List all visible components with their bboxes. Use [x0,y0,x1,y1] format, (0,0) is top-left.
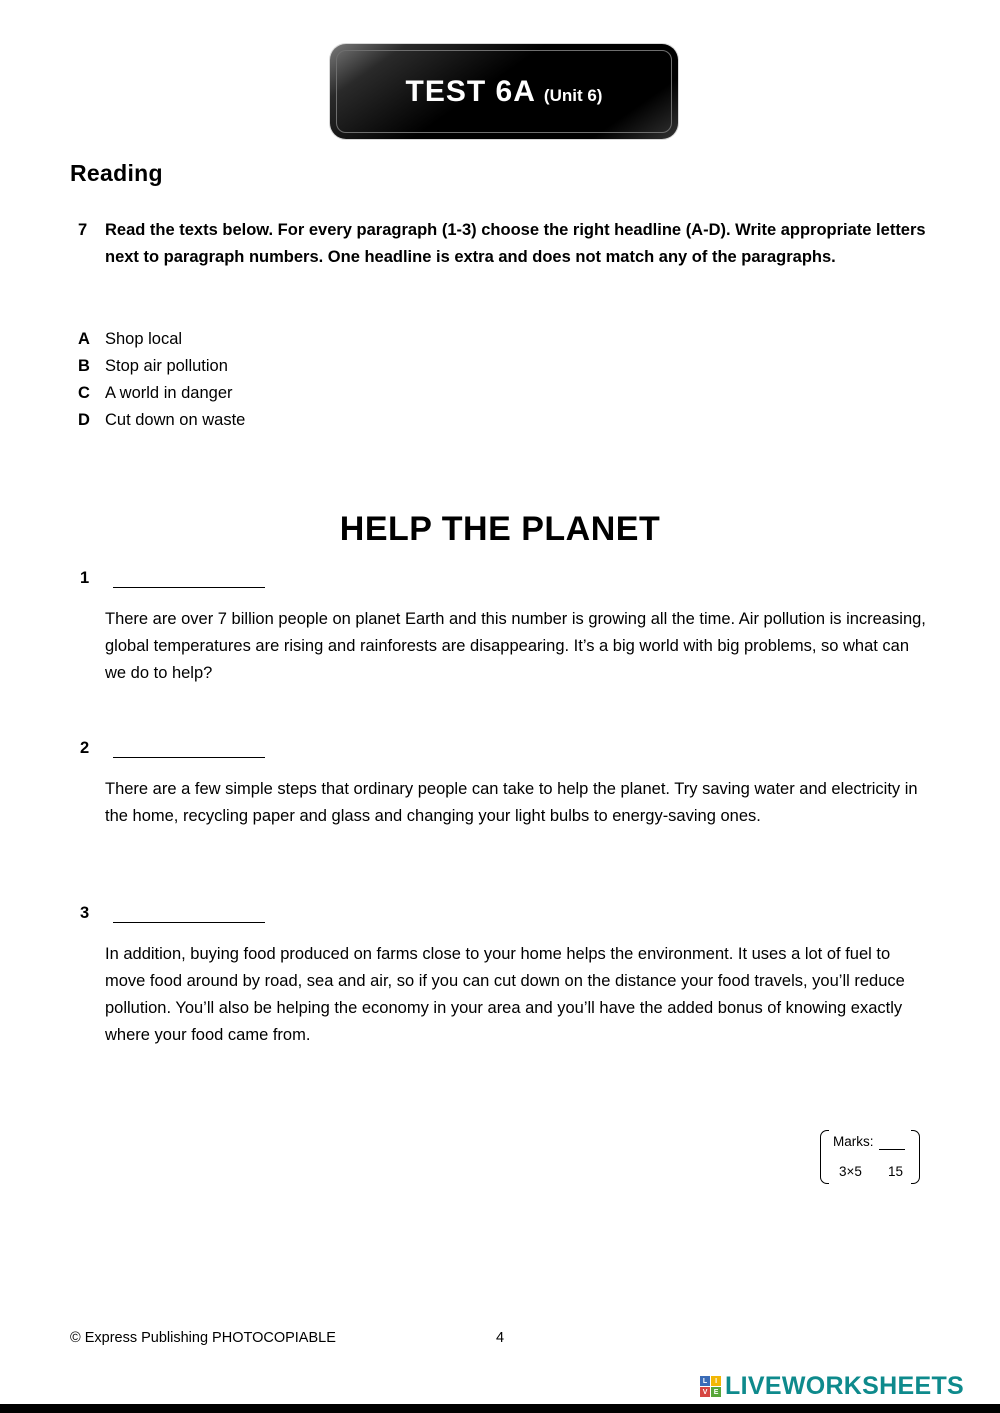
paragraph-3-header [80,903,932,923]
paragraph-number: 1 [80,569,90,587]
answer-blank-1[interactable] [113,570,265,588]
paragraph-3 [80,903,932,1049]
question-7 [78,217,926,271]
paragraph-text: There are a few simple steps that ordinary people can take to help the planet. Try saving water and electricity in the home, recycling paper and glass and changing your light bulbs to energy-saving ones. [105,780,918,825]
page-edge-bar [0,1404,1000,1413]
headline-options [78,326,245,434]
answer-blank-3[interactable] [113,905,265,923]
liveworksheets-icon [700,1376,721,1397]
section-heading: Reading [70,160,163,186]
answer-blank-2[interactable] [113,740,265,758]
paragraph-text: In addition, buying food produced on farms close to your home helps the environment. It uses a lot of fuel to move food around by road, sea and air, so if you can cut down on the distance your food travels, you’ll reduce pollution. You’ll also be helping the economy in your area and you’ll have the added bonus of knowing exactly where your food came from. [105,945,905,1044]
test-banner [330,44,678,139]
marks-total: 15 [887,1164,903,1179]
question-number: 7 [78,221,88,239]
copyright-notice: © Express Publishing PHOTOCOPIABLE [70,1330,336,1346]
marks-label-row [833,1134,909,1150]
marks-score-blank [879,1137,905,1150]
headline-letter: B [78,357,90,375]
test-banner-text [406,75,603,109]
marks-box [820,1130,920,1184]
headline-option-a [78,326,245,353]
page-number: 4 [495,1330,505,1346]
test-title: TEST 6A [405,74,536,108]
paragraph-number: 3 [80,904,90,922]
headline-option-c [78,380,245,407]
headline-text: A world in danger [105,384,233,402]
logo-square-e: E [711,1387,721,1397]
paragraph-2-header [80,738,932,758]
liveworksheets-wordmark: LIVEWORKSHEETS [725,1372,964,1400]
paragraph-number: 2 [80,739,90,757]
headline-letter: C [78,384,90,402]
test-unit-label: (Unit 6) [543,85,603,105]
headline-text: Stop air pollution [105,357,228,375]
paragraph-1 [80,568,932,687]
headline-letter: D [78,411,90,429]
marks-bracket-right [911,1130,920,1184]
question-text: Read the texts below. For every paragraph (1-3) choose the right headline (A-D). Write appropriate letters next to paragraph numbers. One headline is extra and does not match any of the paragraphs. [105,221,926,266]
logo-square-v: V [700,1387,710,1397]
paragraph-1-header [80,568,932,588]
headline-option-b [78,353,245,380]
paragraph-2 [80,738,932,830]
marks-bracket-left [820,1130,829,1184]
marks-formula-row [833,1164,909,1180]
headline-text: Cut down on waste [105,411,246,429]
marks-label: Marks: [833,1134,874,1149]
headline-text: Shop local [105,330,183,348]
headline-letter: A [78,330,90,348]
marks-formula: 3×5 [839,1164,862,1179]
liveworksheets-logo[interactable] [700,1372,964,1401]
logo-square-l: L [700,1376,710,1386]
marks-content [829,1130,911,1184]
paragraph-text: There are over 7 billion people on planet Earth and this number is growing all the time. Air pollution is increasing, global temperatures are rising and rainforests are disappearing. It’s a big world with big problems, so what can we do to help? [105,610,926,682]
article-title: HELP THE PLANET [339,510,661,548]
headline-option-d [78,407,245,434]
logo-square-i: I [711,1376,721,1386]
